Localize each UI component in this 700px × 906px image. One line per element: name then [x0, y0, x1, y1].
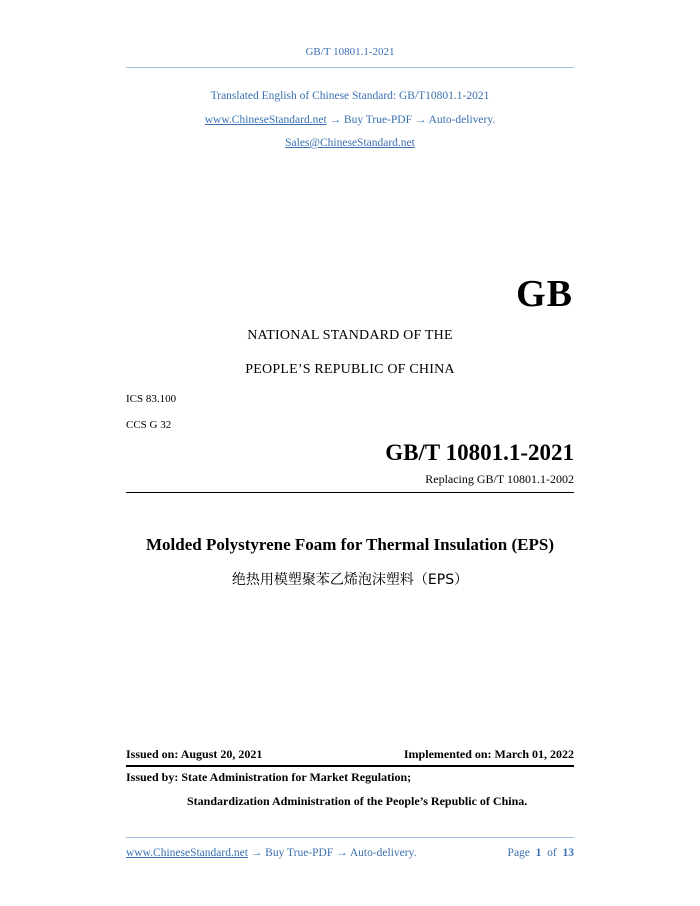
website-link[interactable]: www.ChineseStandard.net: [204, 114, 327, 126]
buy-text: → Buy True-PDF → Auto-delivery.: [326, 114, 496, 126]
page-current: 1: [535, 847, 542, 859]
issued-by-line1: Issued by: State Administration for Market Regulation;: [126, 770, 412, 784]
email-link[interactable]: Sales@ChineseStandard.net: [285, 137, 415, 149]
issue-divider: [126, 765, 574, 767]
footer-promo: [126, 847, 416, 859]
gb-mark: GB: [516, 273, 573, 315]
ics-code: ICS 83.100: [126, 393, 177, 405]
implemented-on: Implemented on: March 01, 2022: [403, 747, 574, 761]
ccs-code: CCS G 32: [126, 419, 172, 431]
page-total: 13: [562, 847, 574, 859]
footer-divider: [126, 837, 574, 838]
issued-on: Issued on: August 20, 2021: [126, 747, 263, 761]
footer-buy-text: → Buy True-PDF → Auto-delivery.: [247, 847, 417, 859]
standard-divider: [126, 492, 574, 493]
national-standard-line1: NATIONAL STANDARD OF THE: [247, 328, 453, 343]
promo-line: [0, 114, 700, 126]
replacing-note: Replacing GB/T 10801.1-2002: [425, 472, 574, 486]
national-standard-line2: PEOPLE’S REPUBLIC OF CHINA: [245, 362, 455, 377]
header-divider: [126, 67, 574, 68]
translation-note: Translated English of Chinese Standard: GB/T10801.1-2021: [210, 90, 490, 102]
document-title: Molded Polystyrene Foam for Thermal Insulation (EPS): [146, 535, 554, 554]
page-indicator: [508, 847, 574, 859]
issued-by-line2: Standardization Administration of the People’s Republic of China.: [187, 794, 528, 808]
page-header: GB/T 10801.1-2021: [305, 46, 395, 58]
email-line: [0, 137, 700, 149]
document-title-chinese: 绝热用模塑聚苯乙烯泡沫塑料（EPS）: [231, 572, 469, 588]
page-of: of: [547, 847, 557, 859]
page-label: Page: [507, 847, 530, 859]
standard-number: GB/T 10801.1-2021: [385, 440, 574, 465]
footer-website-link[interactable]: www.ChineseStandard.net: [126, 847, 248, 859]
